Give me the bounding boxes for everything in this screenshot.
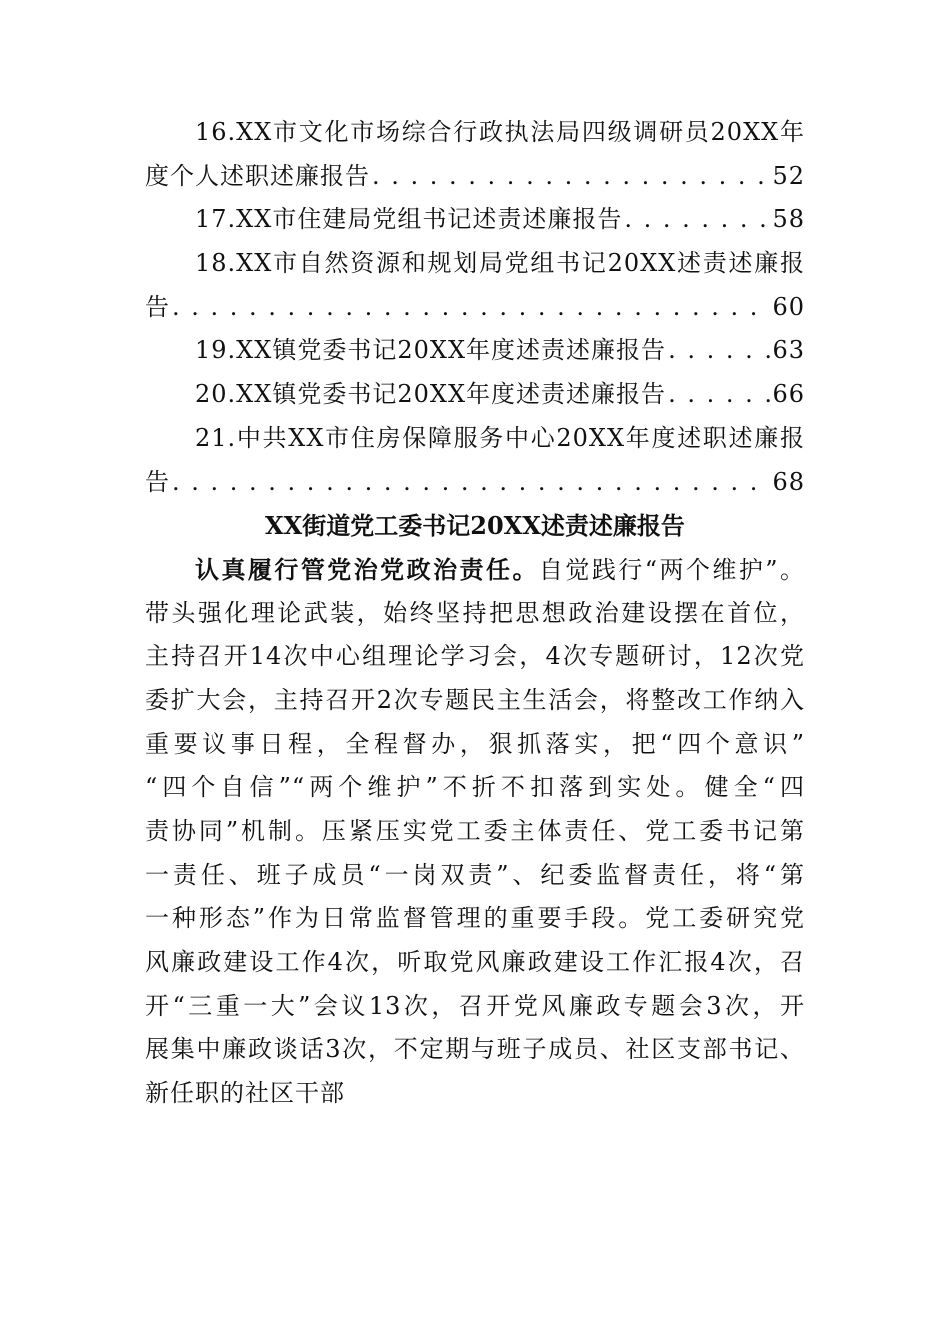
toc-entry[interactable]	[145, 111, 805, 198]
paragraph-line: 重要议事日程，全程督办，狠抓落实，把“四个意识”	[145, 729, 805, 758]
toc-entry-text: 21.中共XX市住房保障服务中心20XX年度述职述廉报	[195, 423, 805, 452]
paragraph-body	[145, 592, 805, 1073]
dot-leader	[372, 155, 770, 199]
paragraph-line: 风廉政建设工作4次，听取党风廉政建设工作汇报4次，召	[145, 948, 805, 977]
toc-entry[interactable]	[145, 373, 805, 417]
toc-entry[interactable]	[145, 242, 805, 329]
toc-page-number: 60	[772, 292, 805, 321]
paragraph-line: 一责任、班子成员“一岗双责”、纪委监督责任，将“第	[145, 860, 805, 889]
toc-entry[interactable]	[145, 329, 805, 373]
toc-page-number: 63	[772, 336, 805, 365]
dot-leader	[668, 329, 770, 373]
paragraph-last-line: 新任职的社区干部	[145, 1079, 345, 1108]
toc-entry-text: 17.XX市住建局党组书记述责述廉报告	[195, 205, 623, 234]
toc-entry-text: 20.XX镇党委书记20XX年度述责述廉报告	[195, 380, 667, 409]
toc-entry[interactable]	[145, 417, 805, 504]
toc-entry-text: 度个人述职述廉报告	[145, 161, 370, 190]
paragraph-line: 主持召开14次中心组理论学习会，4次专题研讨，12次党	[145, 642, 805, 671]
paragraph-line: 委扩大会，主持召开2次专题民主生活会，将整改工作纳入	[145, 685, 805, 714]
dot-leader	[172, 461, 770, 505]
paragraph-line: 带头强化理论武装，始终坚持把思想政治建设摆在首位，	[145, 598, 805, 627]
toc-page-number: 68	[772, 467, 805, 496]
toc-entry-text: 16.XX市文化市场综合行政执法局四级调研员20XX年	[195, 118, 805, 146]
toc-entry-text: 告	[145, 292, 170, 321]
article-title: XX街道党工委书记20XX述责述廉报告	[265, 511, 685, 541]
paragraph-line: 开“三重一大”会议13次，召开党风廉政专题会3次，开	[145, 991, 805, 1020]
toc-page-number: 52	[772, 161, 805, 190]
paragraph-first-line	[145, 548, 805, 592]
table-of-contents	[145, 111, 805, 504]
paragraph-line: 展集中廉政谈话3次，不定期与班子成员、社区支部书记、	[145, 1035, 805, 1064]
dot-leader	[668, 373, 770, 417]
toc-page-number: 58	[772, 205, 805, 234]
toc-entry-text: 18.XX市自然资源和规划局党组书记20XX述责述廉报	[195, 249, 805, 278]
toc-entry-text: 告	[145, 467, 170, 496]
article	[145, 504, 805, 1116]
dot-leader	[172, 286, 770, 330]
dot-leader	[624, 198, 770, 242]
lead-rest: 自觉践行“两个维护”。	[538, 555, 806, 584]
lead-sentence: 认真履行管党治党政治责任。	[195, 554, 539, 584]
toc-page-number: 66	[772, 380, 805, 409]
paragraph-line: 一种形态”作为日常监督管理的重要手段。党工委研究党	[145, 904, 805, 933]
document-page	[145, 111, 805, 1116]
toc-entry[interactable]	[145, 198, 805, 242]
paragraph-line: “四个自信”“两个维护”不折不扣落到实处。健全“四	[145, 773, 805, 802]
toc-entry-text: 19.XX镇党委书记20XX年度述责述廉报告	[195, 336, 667, 365]
paragraph-line: 责协同”机制。压紧压实党工委主体责任、党工委书记第	[145, 817, 805, 845]
